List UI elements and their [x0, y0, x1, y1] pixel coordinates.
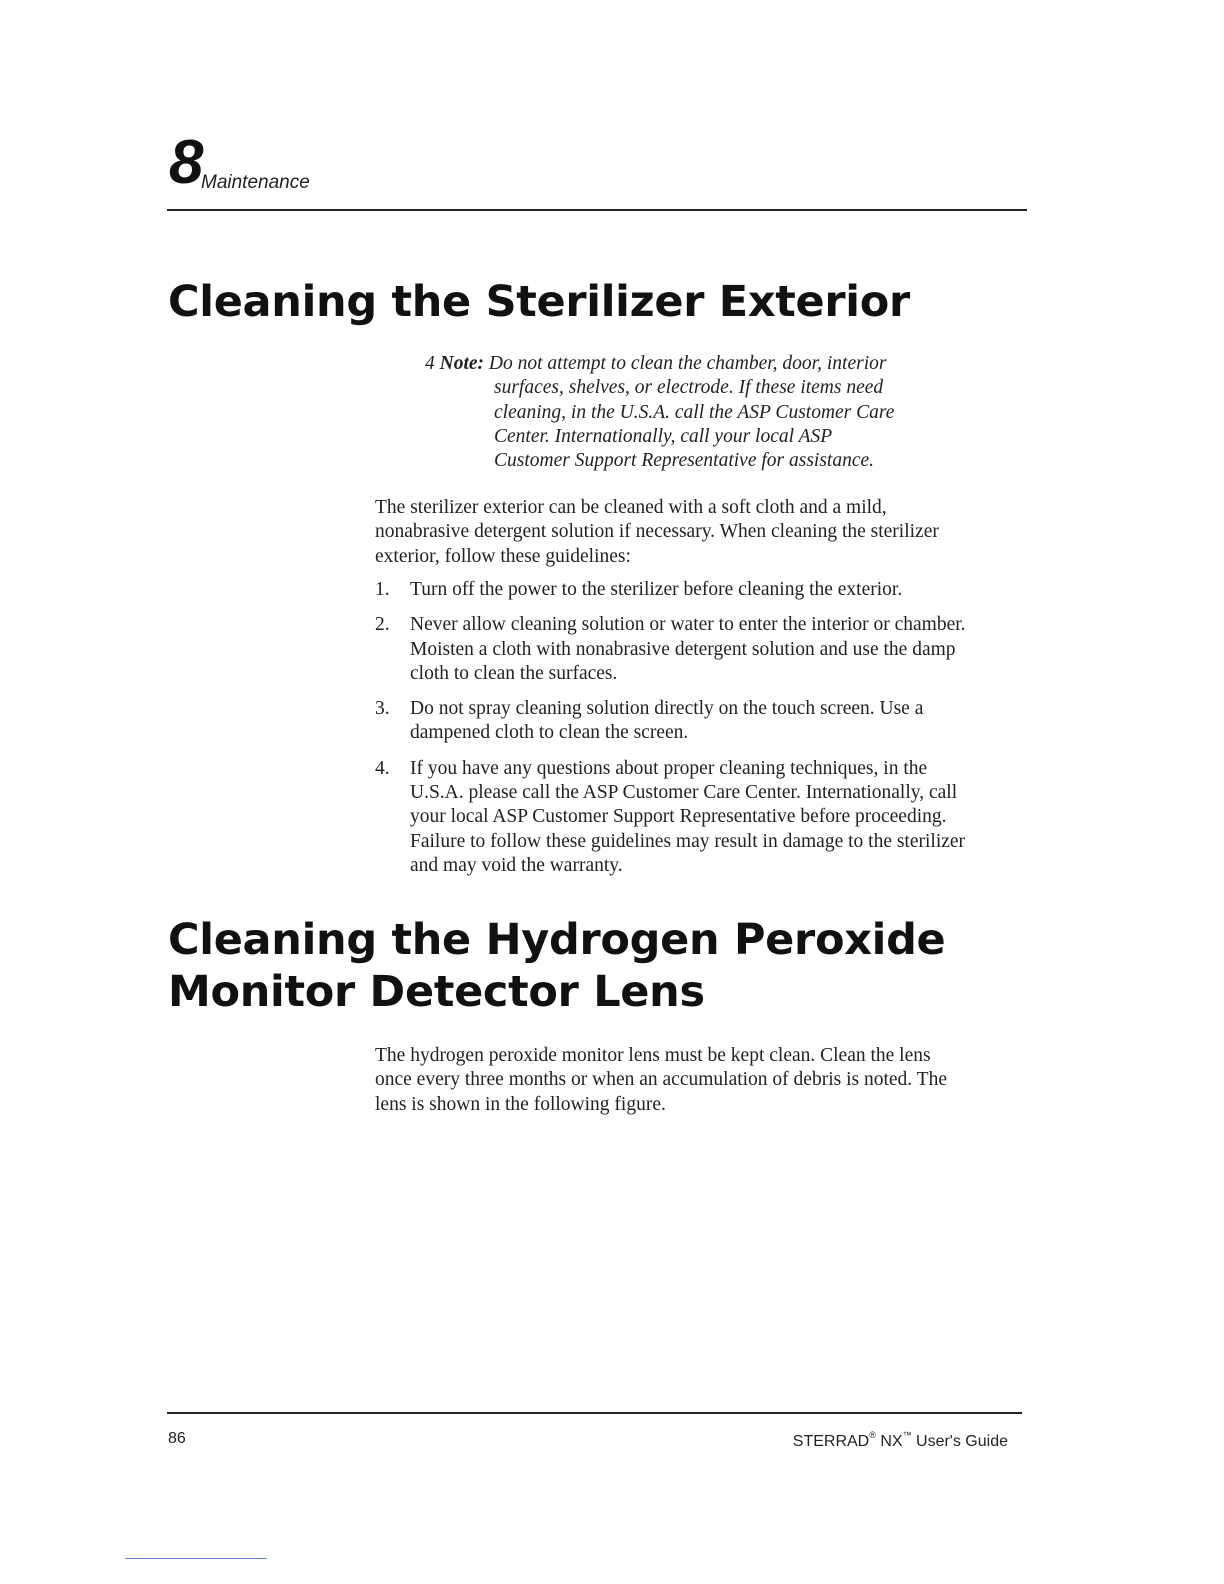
list-item — [375, 613, 1025, 686]
list-item-line: and may void the warranty. — [410, 854, 623, 876]
guide-title — [793, 1430, 1008, 1451]
paragraph-line: nonabrasive detergent solution if necessary. When cleaning the sterilizer — [375, 521, 939, 543]
guidelines-list — [375, 578, 1025, 889]
chapter-number: 8 — [169, 128, 204, 197]
note-block — [425, 352, 985, 473]
list-item-line: U.S.A. please call the ASP Customer Care Center. Internationally, call — [410, 782, 958, 804]
guide-suffix: User's Guide — [916, 1433, 1008, 1450]
footer-rule — [167, 1412, 1022, 1414]
intro-paragraph — [375, 496, 1025, 569]
list-item-line: Do not spray cleaning solution directly on the touch screen. Use a — [410, 698, 924, 720]
scan-artifact-line — [125, 1558, 267, 1559]
note-line: Customer Support Representative for assistance. — [494, 450, 875, 472]
paragraph-line: once every three months or when an accumulation of debris is noted. The — [375, 1069, 948, 1091]
list-item-number: 1. — [375, 579, 390, 600]
list-item-line: Failure to follow these guidelines may result in damage to the sterilizer — [410, 830, 966, 852]
paragraph-line: exterior, follow these guidelines: — [375, 545, 631, 567]
note-marker: 4 — [425, 353, 435, 374]
paragraph-line: The sterilizer exterior can be cleaned with a soft cloth and a mild, — [375, 497, 887, 518]
note-line: surfaces, shelves, or electrode. If these items need — [494, 377, 884, 399]
list-item-number: 3. — [375, 698, 390, 720]
section-heading-detector-lens — [168, 914, 1068, 1018]
guide-model: NX — [880, 1433, 903, 1450]
list-item-line: dampened cloth to clean the screen. — [410, 722, 689, 744]
paragraph-line: The hydrogen peroxide monitor lens must be kept clean. Clean the lens — [375, 1045, 931, 1066]
list-item-line: Never allow cleaning solution or water to enter the interior or chamber. — [410, 614, 966, 636]
chapter-title: Maintenance — [201, 172, 310, 193]
note-label: Note: — [439, 353, 485, 374]
list-item-line: If you have any questions about proper cleaning techniques, in the — [410, 757, 928, 779]
paragraph-line: lens is shown in the following figure. — [375, 1093, 666, 1115]
lens-paragraph — [375, 1044, 1025, 1117]
header-rule — [167, 209, 1027, 211]
list-item-number: 4. — [375, 757, 390, 779]
heading-line: Monitor Detector Lens — [168, 967, 705, 1017]
list-item-line: cloth to clean the surfaces. — [410, 662, 618, 684]
note-line: Do not attempt to clean the chamber, door, interior — [488, 353, 887, 374]
list-item-line: Turn off the power to the sterilizer before cleaning the exterior. — [410, 579, 903, 600]
list-item-line: your local ASP Customer Support Representative before proceeding. — [410, 806, 947, 828]
trademark-mark: ™ — [902, 1430, 912, 1440]
guide-name: STERRAD — [792, 1433, 870, 1450]
list-item — [375, 697, 1025, 746]
chapter-header — [167, 128, 1027, 212]
list-item-line: Moisten a cloth with nonabrasive detergent solution and use the damp — [410, 638, 956, 660]
note-line: Center. Internationally, call your local ASP — [494, 425, 833, 447]
section-heading-exterior: Cleaning the Sterilizer Exterior — [168, 277, 910, 327]
note-line: cleaning, in the U.S.A. call the ASP Customer Care — [494, 401, 895, 423]
list-item — [375, 757, 1025, 878]
list-item-number: 2. — [375, 614, 390, 636]
registered-mark: ® — [869, 1430, 876, 1440]
list-item — [375, 578, 1025, 602]
heading-line: Cleaning the Hydrogen Peroxide — [168, 915, 946, 965]
page-number: 86 — [168, 1430, 186, 1447]
